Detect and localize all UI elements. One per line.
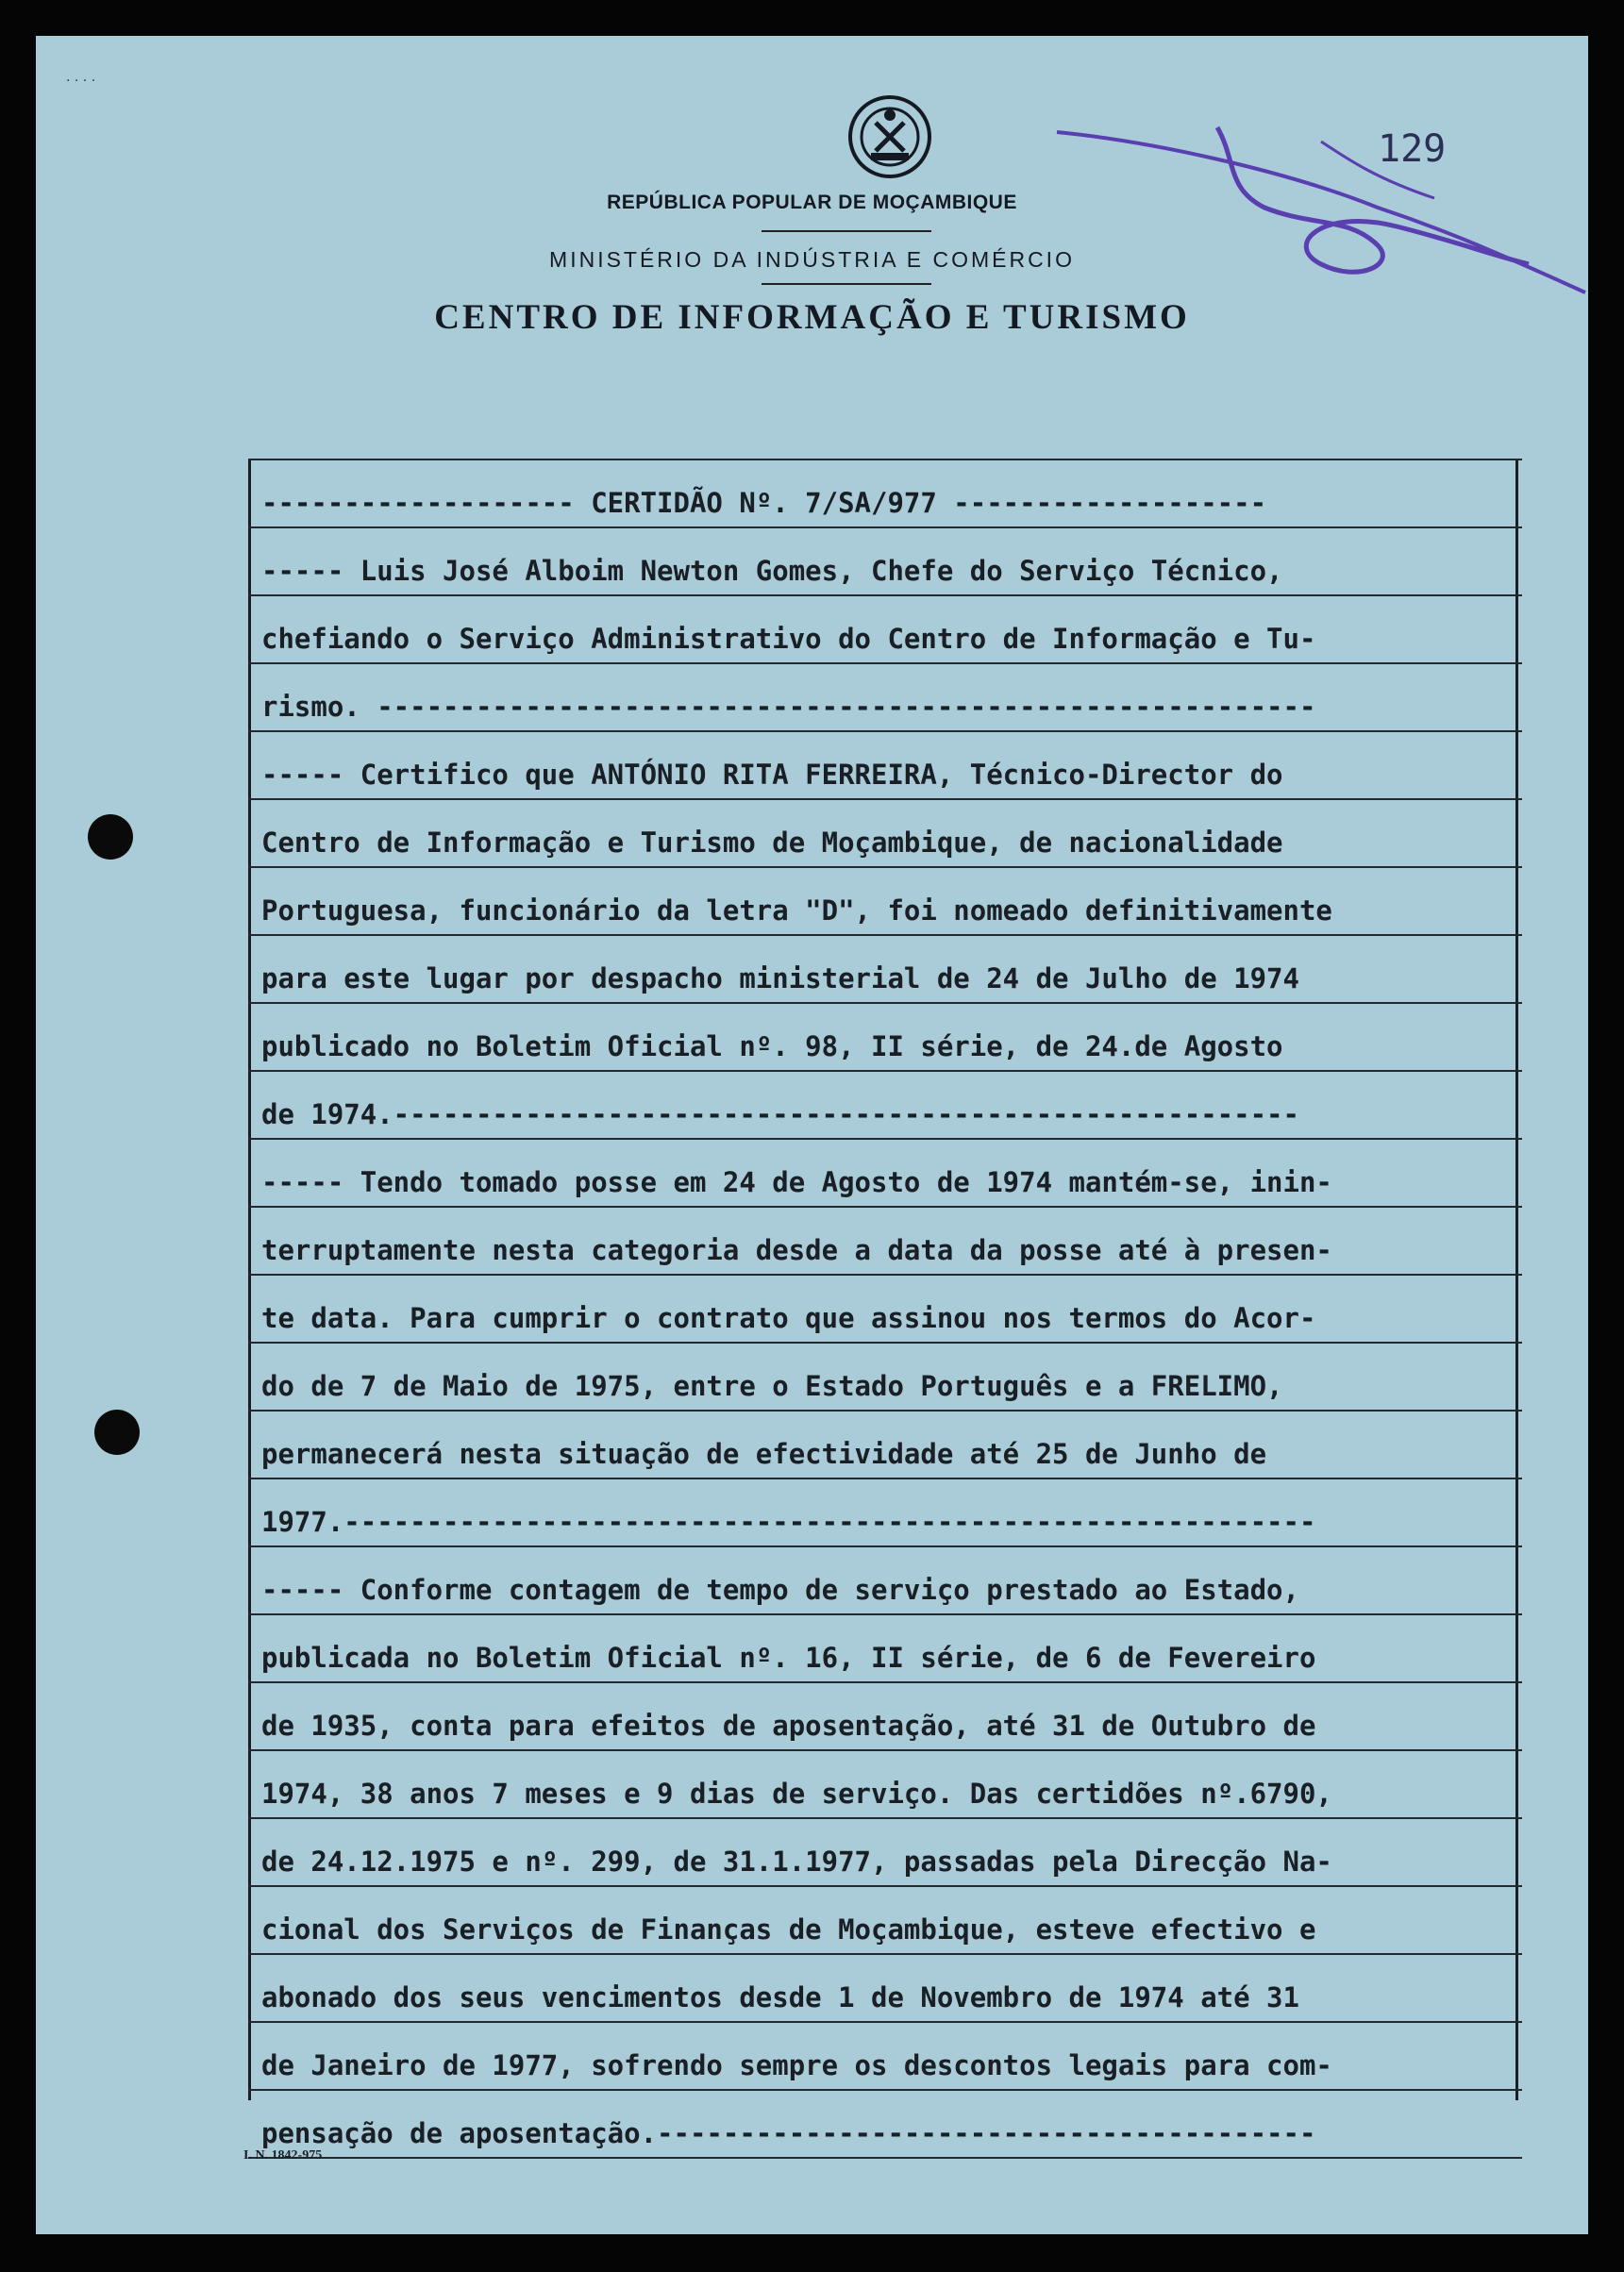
document-line: de 1935, conta para efeitos de aposentação, até 31 de Outubro de (248, 1683, 1522, 1751)
handwritten-signature (1038, 104, 1595, 311)
printer-code: I. N. 1842-975 (243, 2148, 323, 2163)
republic-heading: REPÚBLICA POPULAR DE MOÇAMBIQUE (607, 192, 1017, 213)
centre-heading: CENTRO DE INFORMAÇÃO E TURISMO (434, 298, 1190, 337)
punch-hole-bottom (94, 1410, 140, 1455)
punch-hole-top (88, 814, 133, 860)
document-line: te data. Para cumprir o contrato que assinou nos termos do Acor- (248, 1276, 1522, 1344)
document-line: Centro de Informação e Turismo de Moçambique, de nacionalidade (248, 800, 1522, 868)
document-line: 1977.----------------------------------------------------------- (248, 1479, 1522, 1547)
corner-marks: · · · · (66, 74, 96, 89)
header-divider (762, 230, 931, 232)
document-line: cional dos Serviços de Finanças de Moçambique, esteve efectivo e (248, 1887, 1522, 1955)
document-line: pensação de aposentação.---------------------------------------- (248, 2091, 1522, 2159)
certificate-body (248, 459, 1522, 2159)
document-line: ----- Tendo tomado posse em 24 de Agosto de 1974 mantém-se, inin- (248, 1140, 1522, 1208)
document-line: 1974, 38 anos 7 meses e 9 dias de serviço. Das certidões nº.6790, (248, 1751, 1522, 1819)
document-line: de 24.12.1975 e nº. 299, de 31.1.1977, passadas pela Direcção Na- (248, 1819, 1522, 1887)
document-line: publicado no Boletim Oficial nº. 98, II série, de 24.de Agosto (248, 1004, 1522, 1072)
document-line: de 1974.------------------------------------------------------- (248, 1072, 1522, 1140)
document-line: de Janeiro de 1977, sofrendo sempre os descontos legais para com- (248, 2023, 1522, 2091)
document-line: terruptamente nesta categoria desde a data da posse até à presen- (248, 1208, 1522, 1276)
document-line: publicada no Boletim Oficial nº. 16, II série, de 6 de Fevereiro (248, 1615, 1522, 1683)
document-line: do de 7 de Maio de 1975, entre o Estado Português e a FRELIMO, (248, 1344, 1522, 1412)
ministry-heading: MINISTÉRIO DA INDÚSTRIA E COMÉRCIO (549, 247, 1075, 272)
page-number-stamp: 129 (1378, 127, 1447, 171)
document-line: Portuguesa, funcionário da letra "D", foi nomeado definitivamente (248, 868, 1522, 936)
document-line: ----- Luis José Alboim Newton Gomes, Chefe do Serviço Técnico, (248, 528, 1522, 596)
document-line: chefiando o Serviço Administrativo do Centro de Informação e Tu- (248, 596, 1522, 664)
header-divider (762, 283, 931, 285)
national-emblem-icon (843, 94, 937, 179)
document-line: ----- Conforme contagem de tempo de serviço prestado ao Estado, (248, 1547, 1522, 1615)
document-line: abonado dos seus vencimentos desde 1 de Novembro de 1974 até 31 (248, 1955, 1522, 2023)
document-line: ------------------- CERTIDÃO Nº. 7/SA/977 ------------------- (248, 459, 1522, 528)
document-line: rismo. --------------------------------------------------------- (248, 664, 1522, 732)
document-line: para este lugar por despacho ministerial de 24 de Julho de 1974 (248, 936, 1522, 1004)
document-line: ----- Certifico que ANTÓNIO RITA FERREIRA, Técnico-Director do (248, 732, 1522, 800)
document-line: permanecerá nesta situação de efectividade até 25 de Junho de (248, 1412, 1522, 1479)
